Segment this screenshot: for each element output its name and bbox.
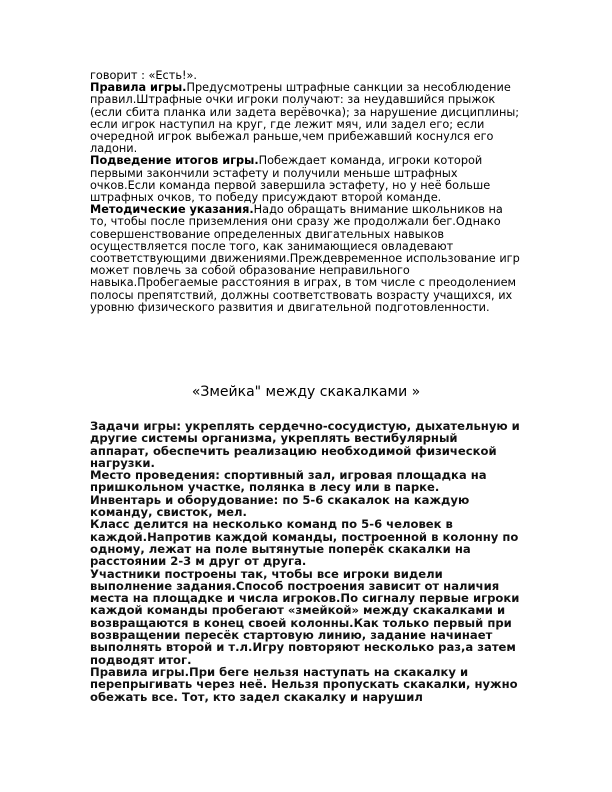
rules-text: Предусмотрены штрафные санкции за несоблюдение правил.Штрафные очки игроки получают: за неудавшийся прыжок (если сбита планка или задета верёвочка); за нарушение дисциплины; если игрок наступил на круг, где лежит мяч, или задел его; если очередной игрок выбежал раньше,чем прибежавший коснулся его ладони.: [90, 81, 520, 156]
intro-line: говорит : «Есть!».: [90, 69, 198, 82]
teams-paragraph: Класс делится на несколько команд по 5-6 человек в каждой.Напротив каждой команды, построенной в колонну по одному, лежат на поле вытянутые поперёк скакалки на расстоянии 2-3 м друг от друга.: [90, 517, 519, 569]
rules-heading: Правила игры.: [90, 81, 187, 95]
rules-paragraph: [90, 82, 520, 155]
summary-paragraph: [90, 155, 520, 204]
method-paragraph: [90, 204, 520, 314]
game-title: «Змейка" между скакалками »: [191, 384, 421, 400]
equipment-paragraph: Инвентарь и оборудование: по 5-6 скакалок на каждую команду, свисток, мел.: [90, 492, 470, 520]
procedure-paragraph: Участники построены так, чтобы все игроки видели выполнение задания.Способ построения зависит от наличия места на площадке и числа игроков.По сигналу первые игроки каждой команды пробегают «змейкой» между скакалками и возвращаются в конец своей колонны.Как только первый при возвращении пересёк стартовую линию, задание начинает выполнять второй и т.л.Игру повторяют несколько раз,а затем подводят итог.: [90, 566, 520, 667]
method-heading: Методические указания.: [90, 203, 254, 217]
method-text: Надо обращать внимание школьников на то, чтобы после приземления они сразу же продолжали бег.Однако совершенствование определенных двигательных навыков осуществляется после того, как занимающиеся овладевают соответствующими движениями.Преждевременное использование игр может повлечь за собой образование неправильного навыка.Пробегаемые расстояния в играх, в том числе с преодолением полосы препятствий, должны соответствовать возрасту учащихся, их уровню физического развития и двигательной подготовленности.: [90, 203, 520, 314]
game-description-section: [90, 420, 520, 703]
summary-text: Побеждает команда, игроки которой первыми закончили эстафету и получили меньше штрафных очков.Если команда первой завершила эстафету, но у неё больше штрафных очков, то победу присуждают второй команде.: [90, 154, 491, 205]
summary-heading: Подведение итогов игры.: [90, 154, 259, 168]
game-rules-paragraph: Правила игры.При беге нельзя наступать на скакалку и перепрыгивать через неё. Нельзя пропускать скакалки, нужно обежать все. Тот, кто задел скакалку и нарушил: [90, 664, 518, 704]
goals-paragraph: Задачи игры: укреплять сердечно-сосудистую, дыхательную и другие системы организма, укреплять вестибулярный аппарат, обеспечить реализацию необходимой физической нагрузки.: [90, 419, 520, 470]
location-paragraph: Место проведения: спортивный зал, игровая площадка на пришкольном участке, полянка в лесу или в парке.: [90, 468, 487, 495]
rules-section: [90, 70, 520, 314]
